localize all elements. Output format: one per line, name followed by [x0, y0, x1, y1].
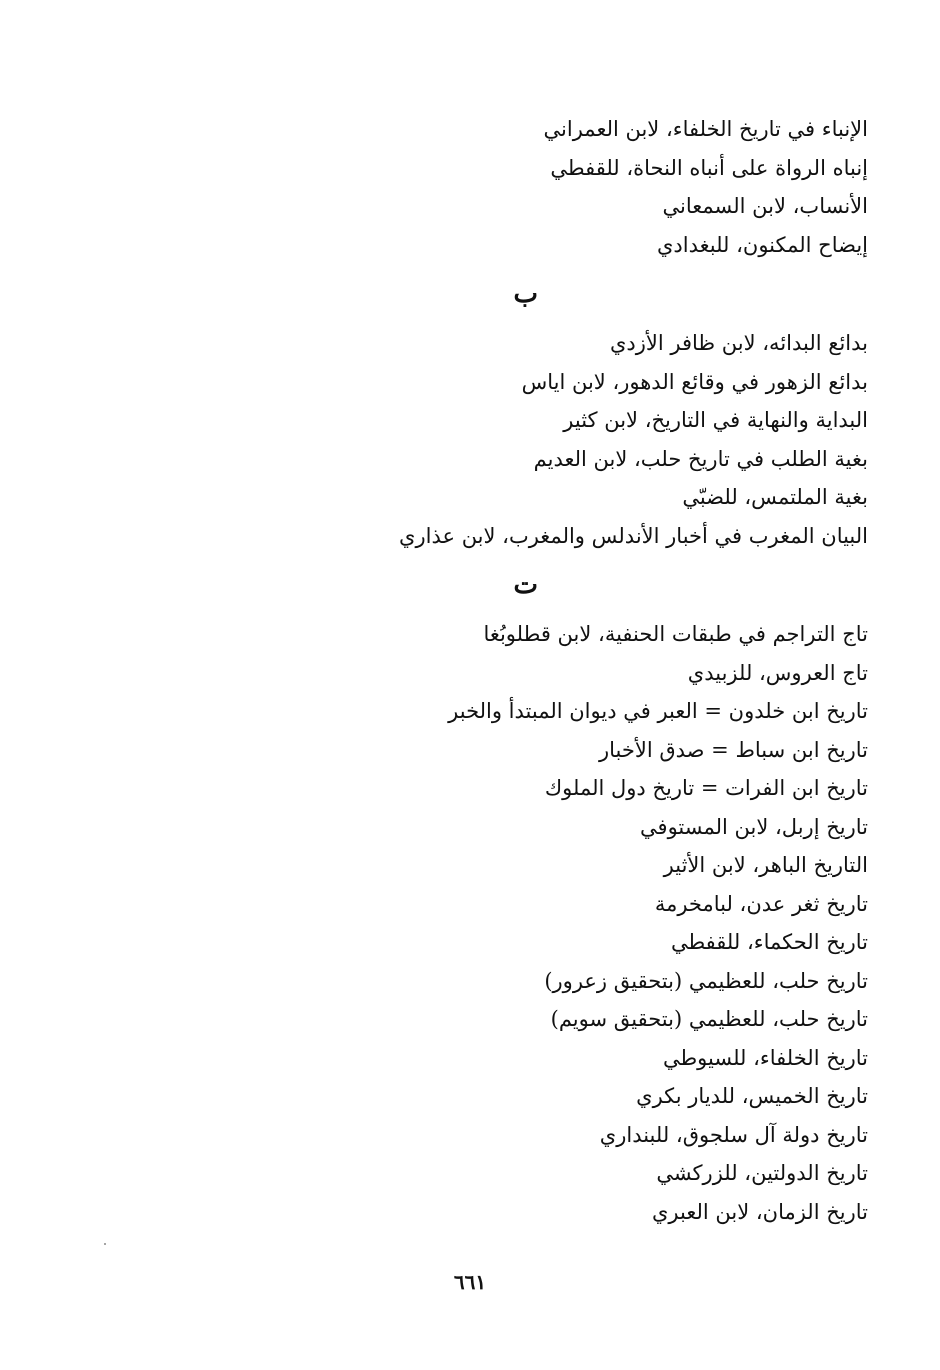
entry: تاريخ ابن الفرات = تاريخ دول الملوك — [544, 776, 868, 800]
entry: تاريخ الخلفاء، للسيوطي — [662, 1045, 868, 1070]
entry: إيضاح المكنون، للبغدادي — [656, 232, 868, 257]
entry: تاريخ إربل، لابن المستوفي — [640, 814, 868, 839]
entry: بغية الملتمس، للضبّي — [682, 485, 868, 509]
section-letter-ba: ب — [513, 279, 538, 309]
entry: تاريخ دولة آل سلجوق، للبنداري — [599, 1122, 868, 1147]
entry: تاريخ الدولتين، للزركشي — [656, 1161, 868, 1185]
entry: بغية الطلب في تاريخ حلب، لابن العديم — [533, 446, 868, 471]
bibliography-list — [348, 110, 868, 1231]
entry: تاريخ الحكماء، للقفطي — [670, 930, 868, 954]
entry: تاريخ ابن خلدون = العبر في ديوان المبتدأ والخبر — [448, 699, 868, 723]
entry: الإنباء في تاريخ الخلفاء، لابن العمراني — [543, 117, 868, 141]
entry: تاريخ حلب، للعظيمي (بتحقيق سويم) — [550, 1007, 868, 1031]
entry: تاج العروس، للزبيدي — [687, 660, 868, 685]
entry: إنباه الرواة على أنباه النحاة، للقفطي — [550, 155, 868, 180]
section-letter-ta: ت — [513, 570, 538, 600]
entry: الأنساب، لابن السمعاني — [662, 194, 868, 218]
entry: بدائع الزهور في وقائع الدهور، لابن اياس — [521, 369, 868, 394]
entry: البيان المغرب في أخبار الأندلس والمغرب، لابن عذاري — [399, 523, 868, 548]
entry: البداية والنهاية في التاريخ، لابن كثير — [563, 408, 868, 432]
page-number: ٦٦١ — [453, 1270, 487, 1294]
entry: تاج التراجم في طبقات الحنفية، لابن قطلوبُغا — [483, 622, 868, 646]
entry: بدائع البدائه، لابن ظافر الأزدي — [609, 331, 868, 355]
entry: تاريخ الزمان، لابن العبري — [651, 1199, 868, 1224]
entry: تاريخ الخميس، للديار بكري — [636, 1084, 868, 1108]
entry: تاريخ حلب، للعظيمي (بتحقيق زعرور) — [544, 968, 868, 993]
entry: تاريخ ثغر عدن، لبامخرمة — [654, 891, 868, 916]
entry: التاريخ الباهر، لابن الأثير — [663, 853, 868, 877]
entry: تاريخ ابن سباط = صدق الأخبار — [599, 737, 868, 762]
scan-speck — [104, 1243, 106, 1245]
